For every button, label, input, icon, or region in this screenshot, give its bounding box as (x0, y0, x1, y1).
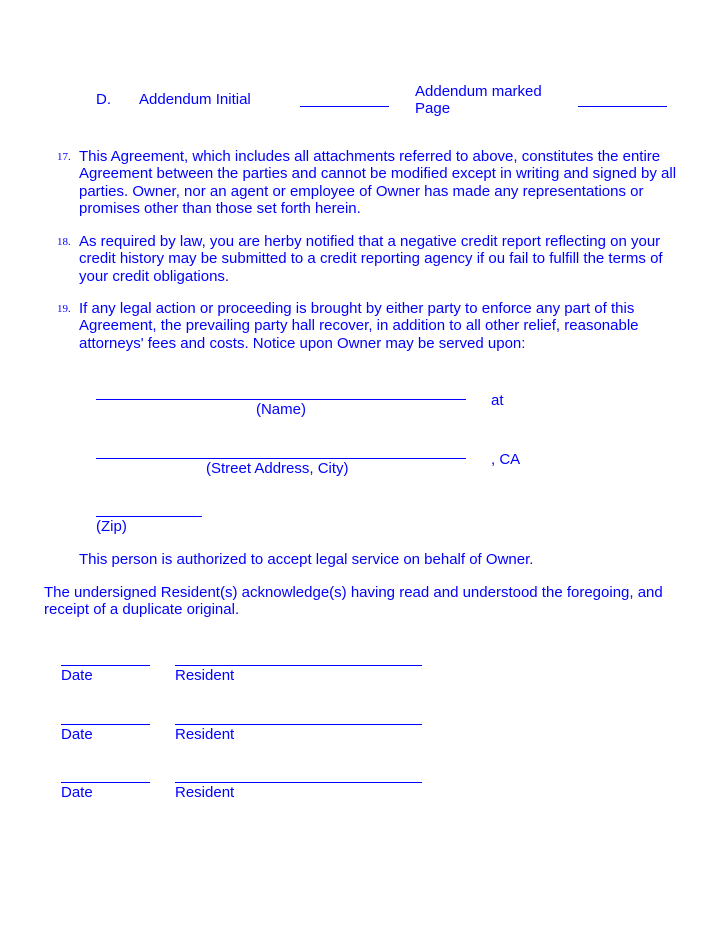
name-label: (Name) (255, 401, 306, 418)
resident-signature-line[interactable] (175, 665, 422, 666)
date-line[interactable] (61, 724, 150, 725)
date-label: Date (61, 667, 93, 684)
date-line[interactable] (61, 665, 150, 666)
addendum-initial-line[interactable] (300, 106, 389, 107)
addendum-page-label: Page (415, 100, 451, 117)
addendum-letter: D. (96, 91, 111, 108)
date-line[interactable] (61, 782, 150, 783)
addendum-page-line[interactable] (578, 106, 667, 107)
zip-line[interactable] (96, 516, 202, 517)
resident-signature-line[interactable] (175, 724, 422, 725)
resident-label: Resident (175, 667, 235, 684)
authorized-text: This person is authorized to accept legal service on behalf of Owner. (79, 551, 534, 568)
resident-signature-line[interactable] (175, 782, 422, 783)
addendum-initial-label: Addendum Initial (139, 91, 251, 108)
date-label: Date (61, 784, 93, 801)
zip-label: (Zip) (96, 518, 127, 535)
addendum-marked-label: Addendum marked (415, 83, 542, 100)
name-line[interactable] (96, 399, 466, 400)
street-address-line[interactable] (96, 458, 466, 459)
street-address-label: (Street Address, City) (206, 460, 349, 477)
state-label: , CA (491, 451, 521, 468)
clause-text: As required by law, you are herby notified that a negative credit report reflecting on your credit history may be submitted to a credit reporting agency if ou fail to fulfill the terms of your credit obligations. (79, 233, 663, 285)
clause-number: 19. (57, 303, 71, 315)
resident-label: Resident (175, 726, 235, 743)
resident-label: Resident (175, 784, 235, 801)
clause-text: This Agreement, which includes all attachments referred to above, constitutes the entire Agreement between the parties and cannot be modified except in writing and signed by all parties. Owner, nor an agent or employee of Owner has made any representations or promises other than those set forth herein. (79, 148, 677, 217)
clause-number: 17. (57, 151, 71, 163)
clause-text: If any legal action or proceeding is brought by either party to enforce any part of this Agreement, the prevailing party hall recover, in addition to all other relief, reasonable attorneys' fees and costs. Notice upon Owner may be served upon: (79, 300, 639, 352)
at-label: at (491, 392, 504, 409)
date-label: Date (61, 726, 93, 743)
clause-number: 18. (57, 236, 71, 248)
acknowledgement-text: The undersigned Resident(s) acknowledge(s) having read and understood the foregoing, and receipt of a duplicate original. (44, 584, 663, 619)
